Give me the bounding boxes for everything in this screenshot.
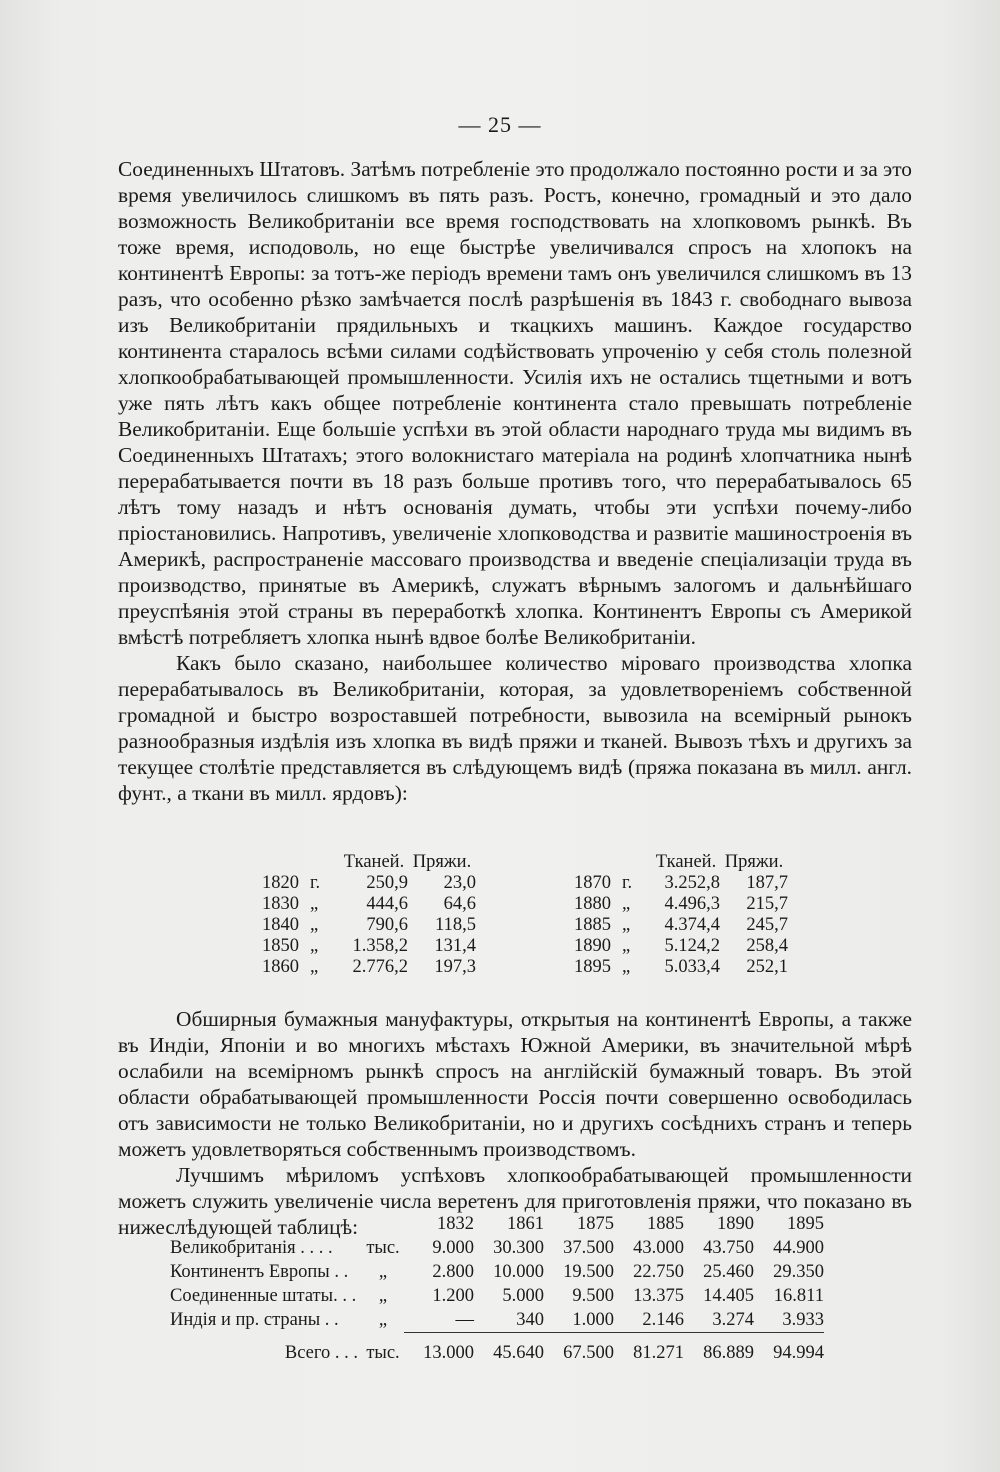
table-row <box>262 894 788 915</box>
table-cell: 13.375 <box>633 1286 684 1306</box>
col-header-cloth: Тканей. <box>655 852 717 872</box>
spindle-table <box>170 1212 824 1365</box>
table-cell: 790,6 <box>366 915 408 935</box>
table-cell: „ <box>310 894 319 914</box>
table-cell: 1890 <box>574 936 611 956</box>
table-cell: г. <box>622 873 633 893</box>
table-cell: 258,4 <box>746 936 788 956</box>
table-cell: „ <box>378 1310 388 1331</box>
table-cell: 25.460 <box>703 1262 754 1282</box>
table-cell: 4.496,3 <box>664 894 720 914</box>
table-cell: 5.033,4 <box>664 957 720 977</box>
col-header-year: 1861 <box>507 1214 544 1234</box>
table-cell: 64,6 <box>443 894 476 914</box>
table-cell: 67.500 <box>544 1333 614 1366</box>
row-label: Индія и пр. страны . . <box>170 1310 339 1331</box>
paragraph: Какъ было сказано, наибольшее количество міроваго производства хлопка перерабатывалось въ Великобританіи, которая, за удовлетвореніемъ собственной громадной и быстро возроставшей потребности, вывозила на всемірный рынокъ разнообразныя издѣлія изъ хлопка въ видѣ пряжи и тканей. Вывозъ тѣхъ и другихъ за текущее столѣтіе представляется въ слѣдующемъ видѣ (пряжа показана въ милл. англ. фунт., а ткани въ милл. ярдовъ): <box>118 651 912 805</box>
table-cell: 3.252,8 <box>664 873 720 893</box>
table-cell: — <box>455 1310 474 1330</box>
table-cell: 3.933 <box>782 1310 824 1330</box>
table-cell: 1.000 <box>572 1310 614 1330</box>
table-cell: 187,7 <box>746 873 788 893</box>
table-cell: 2.776,2 <box>352 957 408 977</box>
table-cell: 43.750 <box>703 1238 754 1258</box>
table-cell: 444,6 <box>366 894 408 914</box>
col-header-year: 1832 <box>437 1214 474 1234</box>
table-cell: 131,4 <box>434 936 476 956</box>
table-cell: 1885 <box>574 915 611 935</box>
table-row <box>262 936 788 957</box>
table-cell: 1.358,2 <box>352 936 408 956</box>
table-cell: 1870 <box>574 873 611 893</box>
table-cell: 10.000 <box>493 1262 544 1282</box>
col-header-year: 1875 <box>577 1214 614 1234</box>
text-block-bottom <box>118 1006 912 1240</box>
table-cell: 1840 <box>262 915 299 935</box>
col-header-year: 1890 <box>717 1214 754 1234</box>
row-label: Всего . . . <box>284 1342 358 1363</box>
table-cell: 30.300 <box>493 1238 544 1258</box>
table-cell: тыс. <box>366 1342 400 1363</box>
table-cell: 1820 <box>262 873 299 893</box>
table-cell: „ <box>310 957 319 977</box>
table-cell: „ <box>378 1262 388 1282</box>
col-header-cloth: Тканей. <box>343 852 405 872</box>
table-cell: „ <box>622 936 631 956</box>
table-cell: тыс. <box>366 1238 400 1258</box>
table-cell: 1830 <box>262 894 299 914</box>
table-row <box>262 915 788 936</box>
table-cell: „ <box>622 915 631 935</box>
table-row <box>170 1260 824 1284</box>
table-cell: 43.000 <box>633 1238 684 1258</box>
page-number: — 25 — <box>458 112 542 137</box>
table-cell: 1895 <box>574 957 611 977</box>
table-cell: 9.500 <box>572 1286 614 1306</box>
table-cell: 3.274 <box>712 1310 754 1330</box>
table-cell: „ <box>622 957 631 977</box>
row-label: Соединенные штаты. . . <box>170 1286 357 1306</box>
table-row-total <box>170 1333 824 1366</box>
table-cell: 1850 <box>262 936 299 956</box>
col-header-year: 1895 <box>787 1214 824 1234</box>
col-header-yarn: Пряжи. <box>724 852 784 872</box>
table-cell: 245,7 <box>746 915 788 935</box>
table-row <box>262 873 788 894</box>
table-cell: 197,3 <box>434 957 476 977</box>
table-cell: 2.146 <box>642 1310 684 1330</box>
table-row <box>170 1236 824 1260</box>
table-cell: „ <box>622 894 631 914</box>
table-cell: 4.374,4 <box>664 915 720 935</box>
col-header-year: 1885 <box>647 1214 684 1234</box>
table-cell: 250,9 <box>366 873 408 893</box>
table-cell: 81.271 <box>614 1333 684 1366</box>
table-cell: 9.000 <box>432 1238 474 1258</box>
table-cell: 23,0 <box>443 873 476 893</box>
table-cell: 19.500 <box>563 1262 614 1282</box>
table-cell: 215,7 <box>746 894 788 914</box>
table-cell: 16.811 <box>773 1286 824 1306</box>
table-cell: „ <box>378 1286 388 1306</box>
table-row <box>170 1284 824 1308</box>
text-block-top <box>118 156 912 806</box>
table-cell: 13.000 <box>404 1333 474 1366</box>
table-row <box>170 1308 824 1333</box>
col-header-yarn: Пряжи. <box>412 852 472 872</box>
row-label: Континентъ Европы . . <box>170 1262 349 1282</box>
table-cell: 2.800 <box>432 1262 474 1282</box>
table-cell: „ <box>310 936 319 956</box>
table-cell: 22.750 <box>633 1262 684 1282</box>
table-cell: 44.900 <box>773 1238 824 1258</box>
table-cell: 1880 <box>574 894 611 914</box>
export-table <box>262 852 788 978</box>
table-cell: 252,1 <box>746 957 788 977</box>
table-cell: 1.200 <box>432 1286 474 1306</box>
paragraph: Соединенныхъ Штатовъ. Затѣмъ потребленіе это продолжало постоянно рости и за это время увеличилось слишкомъ въ пять разъ. Ростъ, конечно, громадный и это дало возможность Великобританіи все время господствовать на хлопковомъ рынкѣ. Въ тоже время, исподоволь, но еще быстрѣе увеличивался спросъ на хлопокъ на континентѣ Европы: за тотъ-же періодъ времени тамъ онъ увеличился слишкомъ въ 13 разъ, что особенно рѣзко замѣчается послѣ разрѣшенія въ 1843 г. свободнаго вывоза изъ Великобританіи прядильныхъ и ткацкихъ машинъ. Каждое государство континента старалось всѣми силами содѣйствовать упроченію у себя столь полезной хлопкообрабатывающей промышленности. Усилія ихъ не остались тщетными и вотъ уже пять лѣтъ какъ общее потребленіе континента стало превышать потребленіе Великобританіи. Еще большіе успѣхи въ этой области народнаго труда мы видимъ въ Соединенныхъ Штатахъ; этого волокнистаго матеріала на родинѣ хлопчатника нынѣ перерабатывается почти въ 18 разъ больше противъ того, что перерабатывалось 65 лѣтъ тому назадъ и нѣтъ основанія думать, чтобы эти успѣхи почему-либо пріостановились. Напротивъ, увеличеніе хлопководства и развитіе машиностроенія въ Америкѣ, распространеніе массоваго производства и введеніе спеціализаціи труда въ производство, принятые въ Америкѣ, служатъ вѣрнымъ залогомъ и дальнѣйшаго преуспѣянія этой страны въ переработкѣ хлопка. Континентъ Европы съ Америкой вмѣстѣ потребляетъ хлопка нынѣ вдвое болѣе Великобританіи. <box>118 157 913 649</box>
paragraph: Обширныя бумажныя мануфактуры, открытыя на континентѣ Европы, а также въ Индіи, Японіи и во многихъ мѣстахъ Южной Америки, въ значительной мѣрѣ ослабили на всемірномъ рынкѣ спросъ на англійскій бумажный товаръ. Въ этой области обрабатывающей промышленности Россія почти совершенно освободилась отъ зависимости не только Великобританіи, но и другихъ сосѣднихъ странъ и теперь можетъ удовлетворяться собственнымъ производствомъ. <box>118 1007 912 1161</box>
table-cell: 14.405 <box>703 1286 754 1306</box>
table-row <box>262 957 788 978</box>
table-cell: 37.500 <box>563 1238 614 1258</box>
table-cell: 86.889 <box>684 1333 754 1366</box>
table-cell: 118,5 <box>435 915 476 935</box>
table-cell: 340 <box>516 1310 544 1330</box>
table-cell: „ <box>310 915 319 935</box>
table-cell: 1860 <box>262 957 299 977</box>
table-cell: 45.640 <box>474 1333 544 1366</box>
table-cell: 29.350 <box>773 1262 824 1282</box>
table-cell: 94.994 <box>754 1333 824 1366</box>
table-cell: 5.000 <box>502 1286 544 1306</box>
table-cell: г. <box>310 873 321 893</box>
table-cell: 5.124,2 <box>664 936 720 956</box>
row-label: Великобританія . . . . <box>170 1238 333 1258</box>
paragraph: Лучшимъ мѣриломъ успѣховъ хлопкообрабатывающей промышленности можетъ служить увеличеніе числа веретенъ для приготовленія пряжи, что показано въ нижеслѣдующей таблицѣ: <box>118 1163 912 1239</box>
